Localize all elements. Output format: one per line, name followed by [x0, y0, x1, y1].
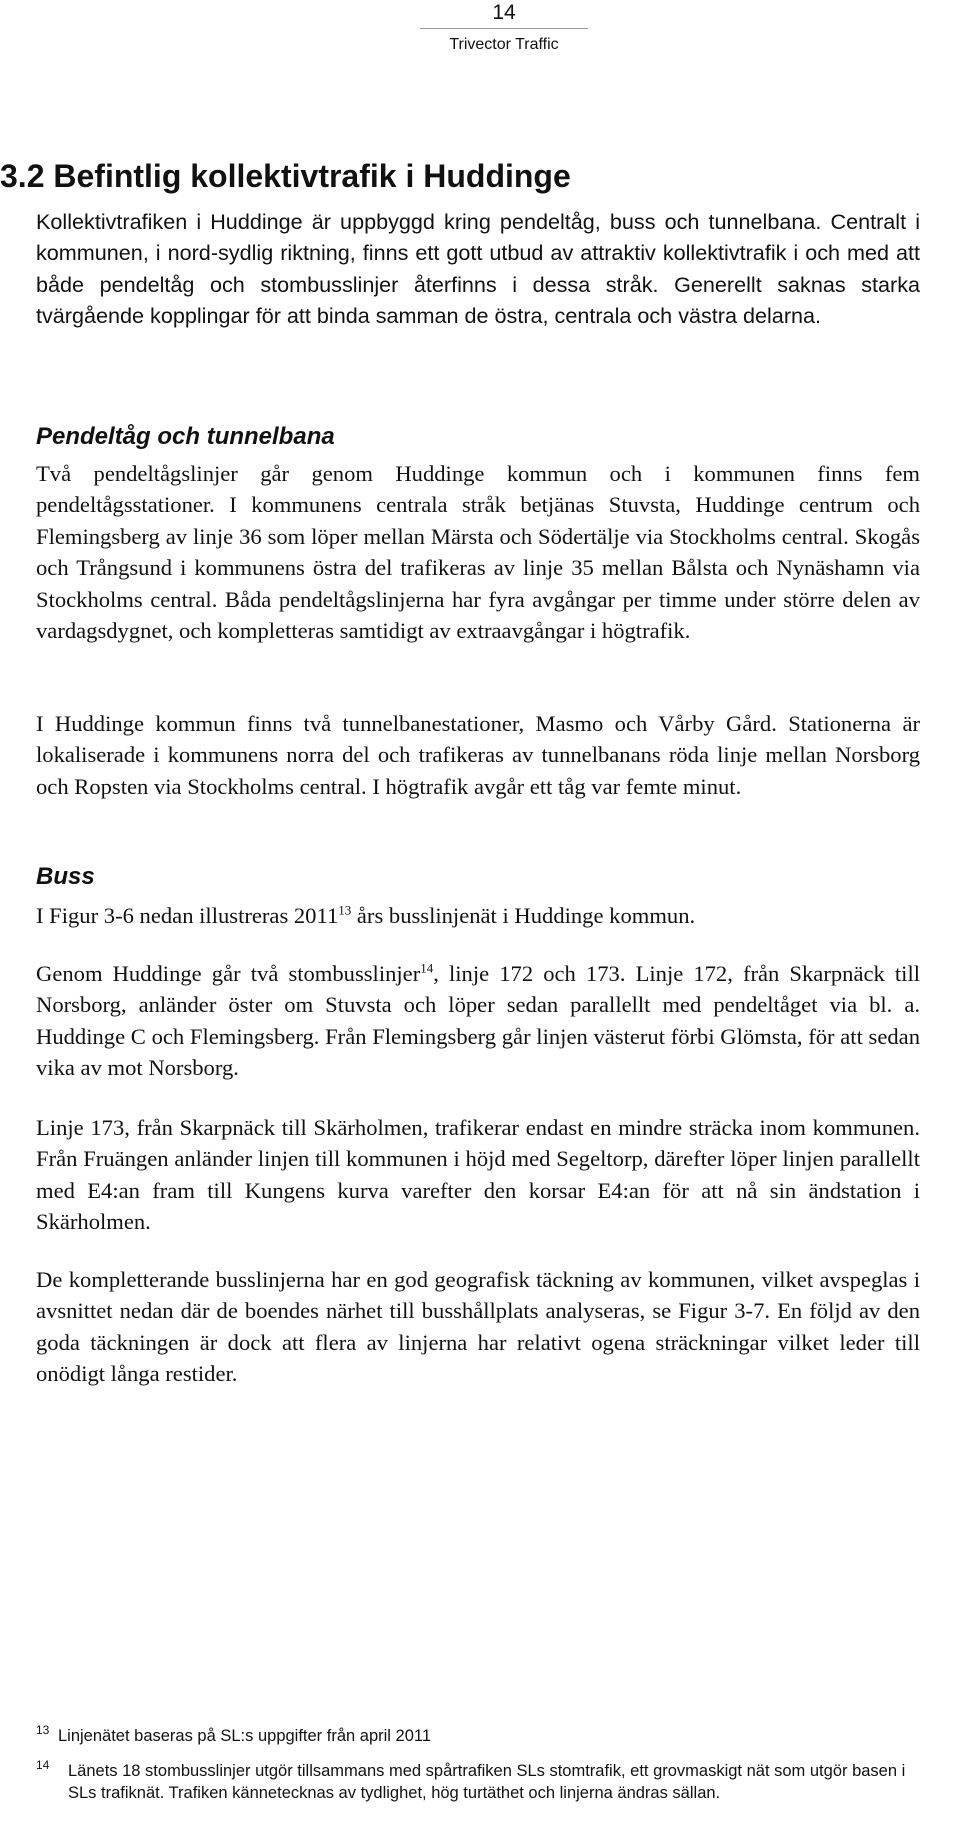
- footnote-14-text: Länets 18 stombusslinjer utgör tillsammans med spårtrafiken SLs stomtrafik, ett grovmaskigt nät som utgör basen i SLs trafiknät. Trafiken kännetecknas av tydlighet, hög turtäthet och linjerna ändras sällan.: [68, 1762, 906, 1802]
- intro-paragraph: Kollektivtrafiken i Huddinge är uppbyggd kring pendeltåg, buss och tunnelbana. Centralt i kommunen, i nord-sydlig riktning, finns ett gott utbud av attraktiv kollektivtrafik i och med att både pendeltåg och stombusslinjer återfinns i dessa stråk. Generellt saknas starka tvärgående kopplingar för att binda samman de östra, centrala och västra delarna.: [36, 209, 920, 329]
- buss-paragraph-3: Linje 173, från Skarpnäck till Skärholmen, trafikerar endast en mindre sträcka inom kommunen. Från Fruängen anländer linjen till kommunen i höjd med Segeltorp, därefter löper linjen parallellt med E4:an fram till Kungens kurva varefter den korsar E4:an för att nå sin ändstation i Skärholmen.: [36, 1115, 920, 1235]
- page-number: 14: [492, 1, 516, 24]
- page-header: [420, 0, 588, 55]
- buss-paragraph-2-text-a: Genom Huddinge går två stombusslinjer: [36, 961, 421, 986]
- section-heading: 3.2 Befintlig kollektivtrafik i Huddinge: [0, 158, 571, 194]
- header-rule: [420, 28, 588, 29]
- buss-paragraph-4: De kompletterande busslinjerna har en god geografisk täckning av kommunen, vilket avspeglas i avsnittet nedan där de boendes närhet till busshållplats analyseras, se Figur 3-7. En följd av den goda täckningen är dock att flera av linjerna har relativt ogena sträckningar vilket leder till onödigt långa restider.: [36, 1267, 920, 1387]
- header-company: Trivector Traffic: [449, 36, 559, 53]
- buss-paragraph-2-text-b: , linje 172 och 173. Linje 172, från Skarpnäck till Norsborg, anländer öster om Stuvsta och löper sedan parallellt med pendeltåget via bl. a. Huddinge C och Flemingsberg. Från Flemingsberg går linjen västerut förbi Glömsta, för att sedan vika av mot Norsborg.: [36, 961, 920, 1081]
- footnote-ref-13[interactable]: 13: [338, 902, 352, 918]
- pendeltag-paragraph-1: Två pendeltågslinjer går genom Huddinge kommun och i kommunen finns fem pendeltågsstationer. I kommunens centrala stråk betjänas Stuvsta, Huddinge centrum och Flemingsberg av linje 36 som löper mellan Märsta och Södertälje via Stockholms central. Skogås och Trångsund i kommunens östra del trafikeras av linje 35 mellan Bålsta och Nynäshamn via Stockholms central. Båda pendeltågslinjerna har fyra avgångar per timme under större delen av vardagsdygnet, och kompletteras samtidigt av extraavgångar i högtrafik.: [36, 461, 920, 644]
- footnote-ref-14[interactable]: 14: [420, 960, 434, 976]
- buss-heading: Buss: [36, 863, 95, 890]
- buss-paragraph-1: [36, 900, 920, 931]
- buss-paragraph-1-text-b: års busslinjenät i Huddinge kommun.: [351, 903, 696, 928]
- buss-paragraph-1-text-a: I Figur 3-6 nedan illustreras 2011: [36, 903, 339, 928]
- footnote-14: [36, 1760, 920, 1804]
- footnote-14-number: 14: [36, 1758, 50, 1772]
- footnote-13-number: 13: [36, 1723, 50, 1737]
- pendeltag-heading: Pendeltåg och tunnelbana: [36, 423, 335, 450]
- footnote-13: [36, 1725, 920, 1747]
- buss-paragraph-2: [36, 958, 920, 1084]
- footnote-13-text: Linjenätet baseras på SL:s uppgifter från april 2011: [58, 1727, 432, 1745]
- pendeltag-paragraph-2: I Huddinge kommun finns två tunnelbanestationer, Masmo och Vårby Gård. Stationerna är lokaliserade i kommunens norra del och trafikeras av tunnelbanans röda linje mellan Norsborg och Ropsten via Stockholms central. I högtrafik avgår ett tåg var femte minut.: [36, 711, 920, 799]
